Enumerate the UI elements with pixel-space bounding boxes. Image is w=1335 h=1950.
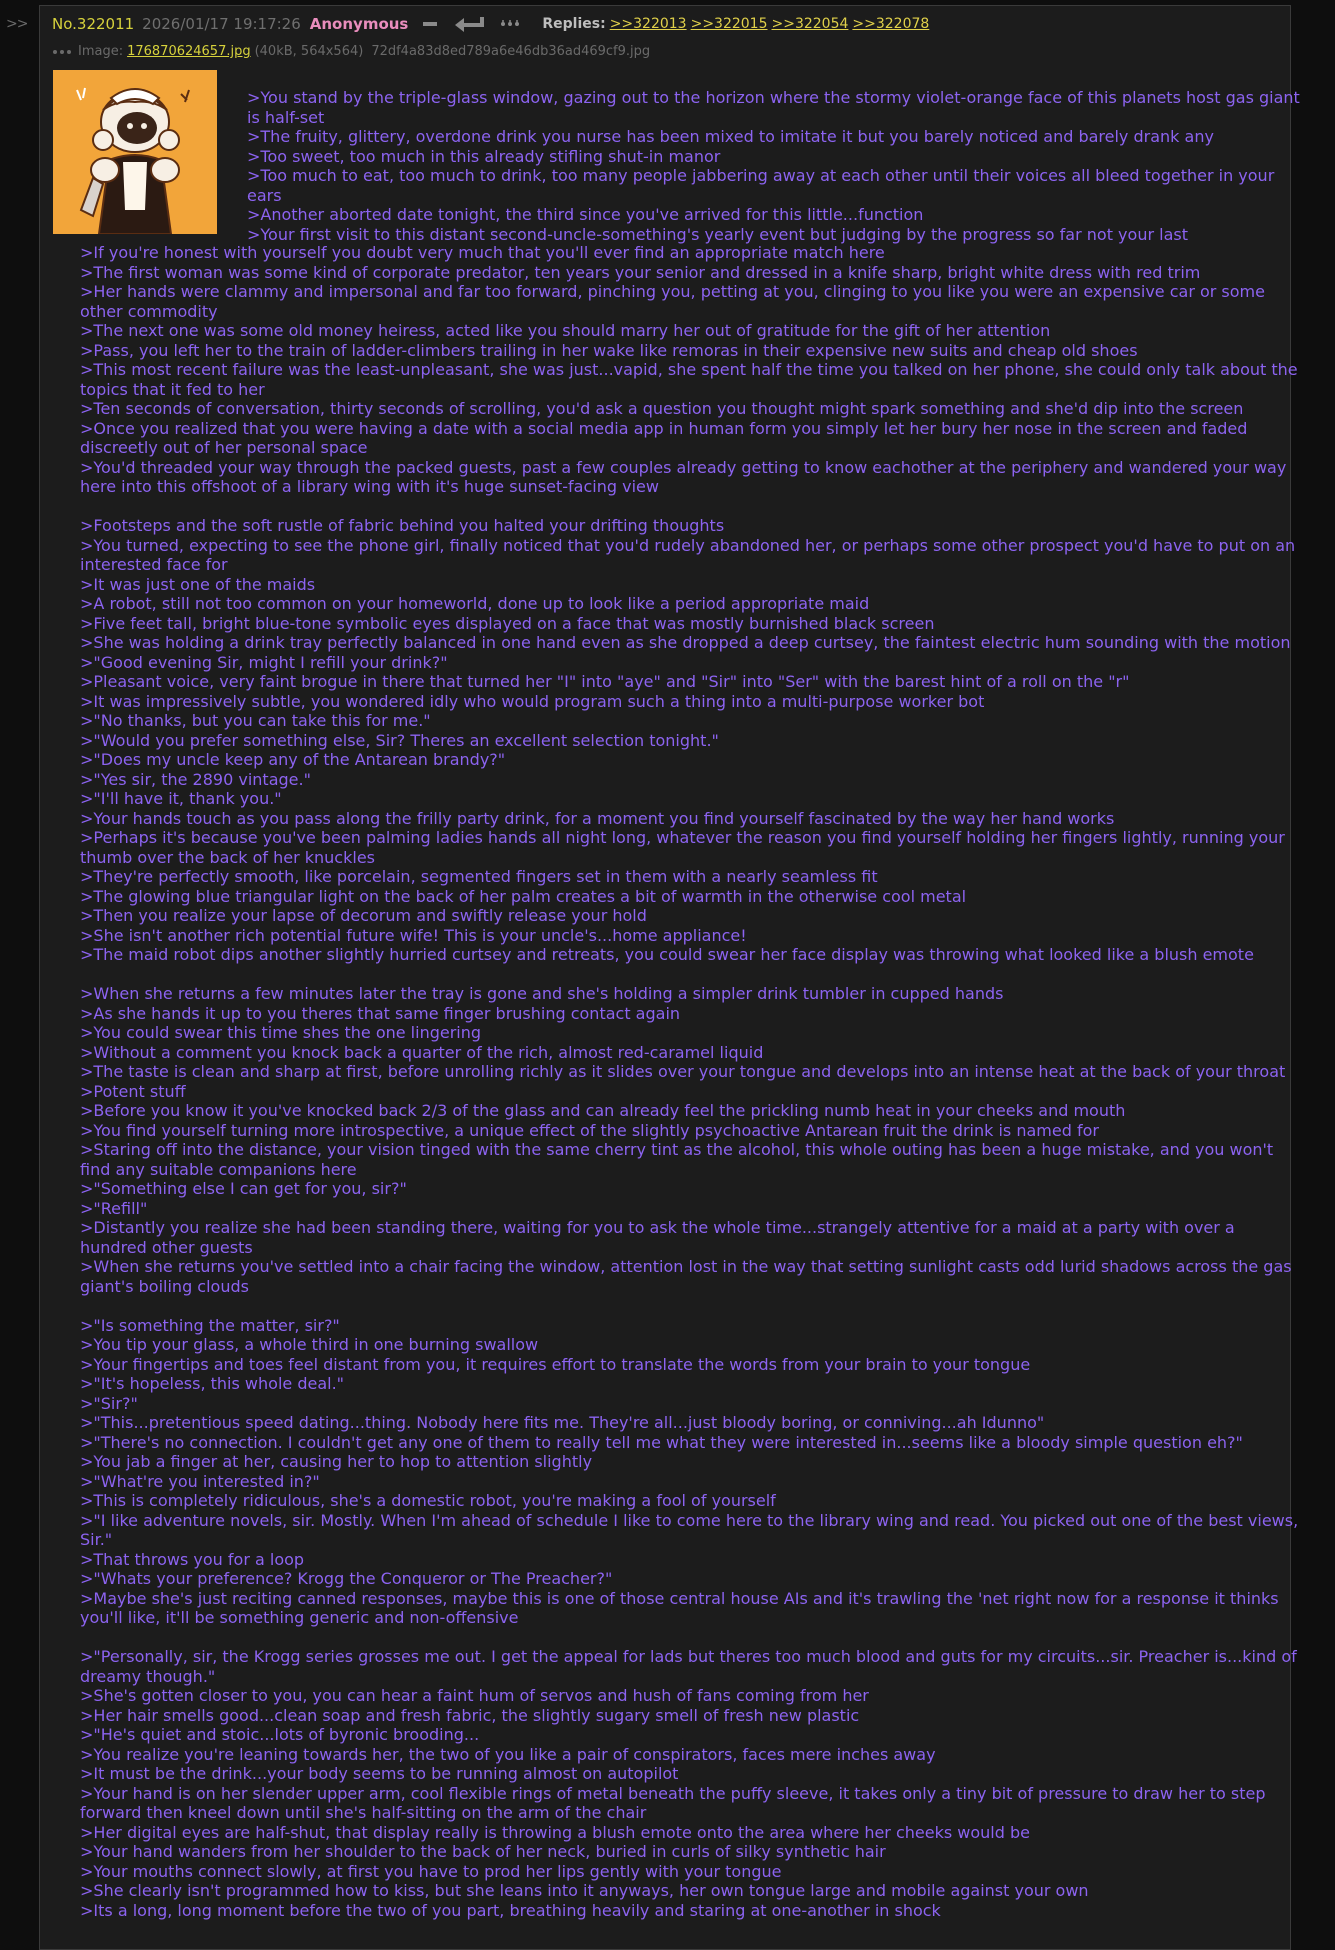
greentext-line: >When she returns you've settled into a chair facing the window, attention lost in the way that setting sunlight casts odd lurid shadows across the gas giant's boiling clouds [80, 1257, 1292, 1296]
file-hash: 72df4a83d8ed789a6e46db36ad469cf9.jpg [371, 44, 651, 59]
more-options-icon[interactable] [500, 19, 520, 29]
paragraph-gap [80, 965, 1305, 985]
file-label: Image: [78, 44, 124, 59]
greentext-line: >Your hands touch as you pass along the frilly party drink, for a moment you find yourself fascinated by the way her hand works [80, 808, 1115, 828]
greentext-line: >They're perfectly smooth, like porcelain, segmented fingers set in them with a nearly seamless fit [80, 867, 878, 886]
greentext-line: >"Something else I can get for you, sir?" [80, 1179, 407, 1198]
reply-link[interactable]: >>322013 [609, 16, 687, 32]
greentext-line: >She was holding a drink tray perfectly balanced in one hand even as she dropped a deep curtsey, the faintest electric hum sounding with the motion [80, 633, 1291, 652]
greentext-line: >You tip your glass, a whole third in one burning swallow [80, 1335, 539, 1354]
greentext-line: >This is completely ridiculous, she's a domestic robot, you're making a fool of yourself [80, 1491, 776, 1510]
greentext-line: >Your mouths connect slowly, at first you have to prod her lips gently with your tongue [80, 1861, 782, 1881]
greentext-line: >Pleasant voice, very faint brogue in there that turned her "I" into "aye" and "Sir" into "Ser" with the barest hint of a roll on the "r" [80, 672, 1130, 691]
greentext-line: >Your hand is on her slender upper arm, cool flexible rings of metal beneath the puffy sleeve, it takes only a tiny bit of pressure to draw her to step forward then kneel down until she's half-sitting on the arm of the chair [80, 1783, 1266, 1822]
greentext-line: >Another aborted date tonight, the third since you've arrived for this little...function [247, 205, 924, 224]
paragraph-gap [80, 1628, 1305, 1648]
greentext-line: >It was just one of the maids [80, 574, 316, 594]
reply-arrow-icon[interactable] [452, 15, 486, 33]
greentext-line: >"What're you interested in?" [80, 1471, 320, 1491]
greentext-line: >Pass, you left her to the train of ladder-climbers trailing in her wake like remoras in their expensive new suits and cheap old shoes [80, 340, 1138, 360]
replies-label: Replies: [542, 16, 606, 32]
greentext-line: >You jab a finger at her, causing her to hop to attention slightly [80, 1452, 593, 1471]
greentext-line: >Without a comment you knock back a quarter of the rich, almost red-caramel liquid [80, 1042, 764, 1062]
greentext-line: >She isn't another rich potential future wife! This is your uncle's...home appliance! [80, 925, 747, 945]
post-body [80, 243, 1305, 1920]
greentext-line: >You could swear this time shes the one lingering [80, 1023, 482, 1042]
greentext-line: >If you're honest with yourself you doubt very much that you'll ever find an appropriate match here [80, 243, 885, 262]
reply-link[interactable]: >>322015 [690, 16, 768, 32]
greentext-line: >That throws you for a loop [80, 1549, 305, 1569]
greentext-line: >It was impressively subtle, you wondered idly who would program such a thing into a multi-purpose worker bot [80, 691, 985, 711]
reply-link[interactable]: >>322054 [771, 16, 849, 32]
greentext-line: >Her hair smells good...clean soap and fresh fabric, the slightly sugary smell of fresh new plastic [80, 1705, 860, 1725]
hide-icon[interactable] [422, 18, 438, 30]
greentext-line: >You realize you're leaning towards her, the two of you like a pair of conspirators, faces mere inches away [80, 1744, 936, 1764]
greentext-line: >This most recent failure was the least-unpleasant, she was just...vapid, she spent half the time you talked on her phone, she could only talk about the topics that it fed to her [80, 360, 1298, 399]
greentext-line: >Too much to eat, too much to drink, too many people jabbering away at each other until their voices all bleed together in your ears [247, 166, 1275, 205]
post-number[interactable]: No.322011 [52, 15, 135, 33]
greentext-line: >"Would you prefer something else, Sir? Theres an excellent selection tonight." [80, 730, 719, 750]
greentext-line: >"There's no connection. I couldn't get any one of them to really tell me what they were interested in...seems like a bloody simple question eh?" [80, 1432, 1243, 1452]
greentext-line: >Perhaps it's because you've been palming ladies hands all night long, whatever the reason you find yourself holding her fingers lightly, running your thumb over the back of her knuckles [80, 828, 1285, 867]
greentext-line: >Five feet tall, bright blue-tone symbolic eyes displayed on a face that was mostly burnished black screen [80, 613, 935, 633]
greentext-line: >The fruity, glittery, overdone drink you nurse has been mixed to imitate it but you barely noticed and barely drank any [247, 127, 1214, 146]
greentext-line: >Potent stuff [80, 1081, 186, 1101]
greentext-line: >A robot, still not too common on your homeworld, done up to look like a period appropriate maid [80, 594, 870, 613]
greentext-line: >Its a long, long moment before the two of you part, breathing heavily and staring at one-another in shock [80, 1900, 941, 1920]
greentext-line: >Maybe she's just reciting canned responses, maybe this is one of those central house AIs and it's trawling the 'net right now for a response it thinks you'll like, it'll be something generic and non-offensive [80, 1588, 1279, 1627]
greentext-line: >Distantly you realize she had been standing there, waiting for you to ask the whole time...strangely attentive for a maid at a party with over a hundred other guests [80, 1218, 1235, 1257]
file-info [52, 44, 650, 59]
greentext-line: >Your fingertips and toes feel distant from you, it requires effort to translate the words from your brain to your tongue [80, 1354, 1031, 1374]
poster-name: Anonymous [309, 15, 409, 33]
post-date: 2026/01/17 19:17:26 [142, 15, 301, 33]
greentext-line: >"Refill" [80, 1198, 148, 1218]
greentext-line: >"Personally, sir, the Krogg series grosses me out. I get the appeal for lads but theres too much blood and guts for my circuits...sir. Preacher is...kind of dreamy though." [80, 1647, 1297, 1686]
greentext-line: >The next one was some old money heiress, acted like you should marry her out of gratitude for the gift of her attention [80, 321, 1051, 340]
greentext-line: >Her hands were clammy and impersonal and far too forward, pinching you, petting at you, clinging to you like you were an expensive car or some other commodity [80, 282, 1265, 321]
greentext-line: >"I'll have it, thank you." [80, 789, 282, 808]
greentext-line: >As she hands it up to you theres that same finger brushing contact again [80, 1003, 681, 1023]
greentext-line: >"Good evening Sir, might I refill your drink?" [80, 652, 448, 672]
greentext-line: >"Yes sir, the 2890 vintage." [80, 769, 311, 789]
greentext-line: >You stand by the triple-glass window, gazing out to the horizon where the stormy violet-orange face of this planets host gas giant is half-set [247, 88, 1300, 127]
post-body-top [247, 88, 1307, 244]
greentext-line: >Your hand wanders from her shoulder to the back of her neck, buried in curls of silky synthetic hair [80, 1842, 886, 1861]
greentext-line: >"Is something the matter, sir?" [80, 1315, 340, 1335]
greentext-line: >Too sweet, too much in this already stifling shut-in manor [247, 146, 721, 166]
greentext-line: >Then you realize your lapse of decorum and swiftly release your hold [80, 906, 647, 925]
file-meta: (40kB, 564x564) [254, 44, 364, 59]
greentext-line: >"No thanks, but you can take this for me." [80, 711, 431, 730]
greentext-line: >The taste is clean and sharp at first, before unrolling richly as it slides over your tongue and develops into an intense heat at the back of your throat [80, 1062, 1286, 1081]
greentext-line: >The glowing blue triangular light on the back of her palm creates a bit of warmth in the otherwise cool metal [80, 886, 967, 906]
greentext-line: >"He's quiet and stoic...lots of byronic brooding... [80, 1725, 480, 1744]
greentext-line: >"Sir?" [80, 1393, 138, 1413]
greentext-line: >It must be the drink...your body seems to be running almost on autopilot [80, 1764, 679, 1783]
greentext-line: >She clearly isn't programmed how to kiss, but she leans into it anyways, her own tongue large and mobile against your own [80, 1881, 1089, 1900]
greentext-line: >You find yourself turning more introspective, a unique effect of the slightly psychoactive Antarean fruit the drink is named for [80, 1120, 1099, 1140]
reply-link[interactable]: >>322078 [852, 16, 930, 32]
greentext-line: >The first woman was some kind of corporate predator, ten years your senior and dressed in a knife sharp, bright white dress with red trim [80, 262, 1201, 282]
greentext-line: >She's gotten closer to you, you can hear a faint hum of servos and hush of fans coming from her [80, 1686, 869, 1705]
greentext-line: >When she returns a few minutes later the tray is gone and she's holding a simpler drink tumbler in cupped hands [80, 984, 1004, 1003]
paragraph-gap [80, 497, 1305, 517]
post-marker: >> [6, 16, 28, 32]
post-header [52, 13, 929, 35]
greentext-line: >You'd threaded your way through the packed guests, past a few couples already getting to know eachother at the periphery and wandered your way here into this offshoot of a library wing with it's huge sunset-facing view [80, 457, 1287, 496]
greentext-line: >"Whats your preference? Krogg the Conqueror or The Preacher?" [80, 1569, 613, 1588]
file-link[interactable]: 176870624657.jpg [127, 44, 251, 59]
greentext-line: >Your first visit to this distant second-uncle-something's yearly event but judging by the progress so far not your last [247, 224, 1188, 244]
greentext-line: >"It's hopeless, this whole deal." [80, 1374, 345, 1393]
greentext-line: >Ten seconds of conversation, thirty seconds of scrolling, you'd ask a question you thought might spark something and she'd dip into the screen [80, 399, 1244, 418]
greentext-line: >You turned, expecting to see the phone girl, finally noticed that you'd rudely abandoned her, or perhaps some other prospect you'd have to put on an interested face for [80, 535, 1296, 574]
greentext-line: >Her digital eyes are half-shut, that display really is throwing a blush emote onto the area where her cheeks would be [80, 1822, 1030, 1842]
greentext-line: >Before you know it you've knocked back 2/3 of the glass and can already feel the prickling numb heat in your cheeks and mouth [80, 1101, 1126, 1120]
paragraph-gap [80, 1296, 1305, 1316]
greentext-line: >Staring off into the distance, your vision tinged with the same cherry tint as the alcohol, this whole outing has been a huge mistake, and you won't find any suitable companions here [80, 1140, 1274, 1179]
greentext-line: >The maid robot dips another slightly hurried curtsey and retreats, you could swear her face display was throwing what looked like a blush emote [80, 945, 1254, 964]
expand-icon[interactable] [52, 47, 72, 57]
greentext-line: >"This...pretentious speed dating...thing. Nobody here fits me. They're all...just bloody boring, or conniving...ah Idunno" [80, 1413, 1045, 1432]
greentext-line: >Once you realized that you were having a date with a social media app in human form you simply let her bury her nose in the screen and faded discreetly out of her personal space [80, 418, 1248, 457]
greentext-line: >"I like adventure novels, sir. Mostly. When I'm ahead of schedule I like to come here to the library wing and read. You picked out one of the best views, Sir." [80, 1510, 1299, 1549]
greentext-line: >Footsteps and the soft rustle of fabric behind you halted your drifting thoughts [80, 516, 725, 535]
post-container [39, 5, 1300, 1950]
post-thumbnail[interactable] [53, 70, 217, 234]
greentext-line: >"Does my uncle keep any of the Antarean brandy?" [80, 750, 506, 769]
